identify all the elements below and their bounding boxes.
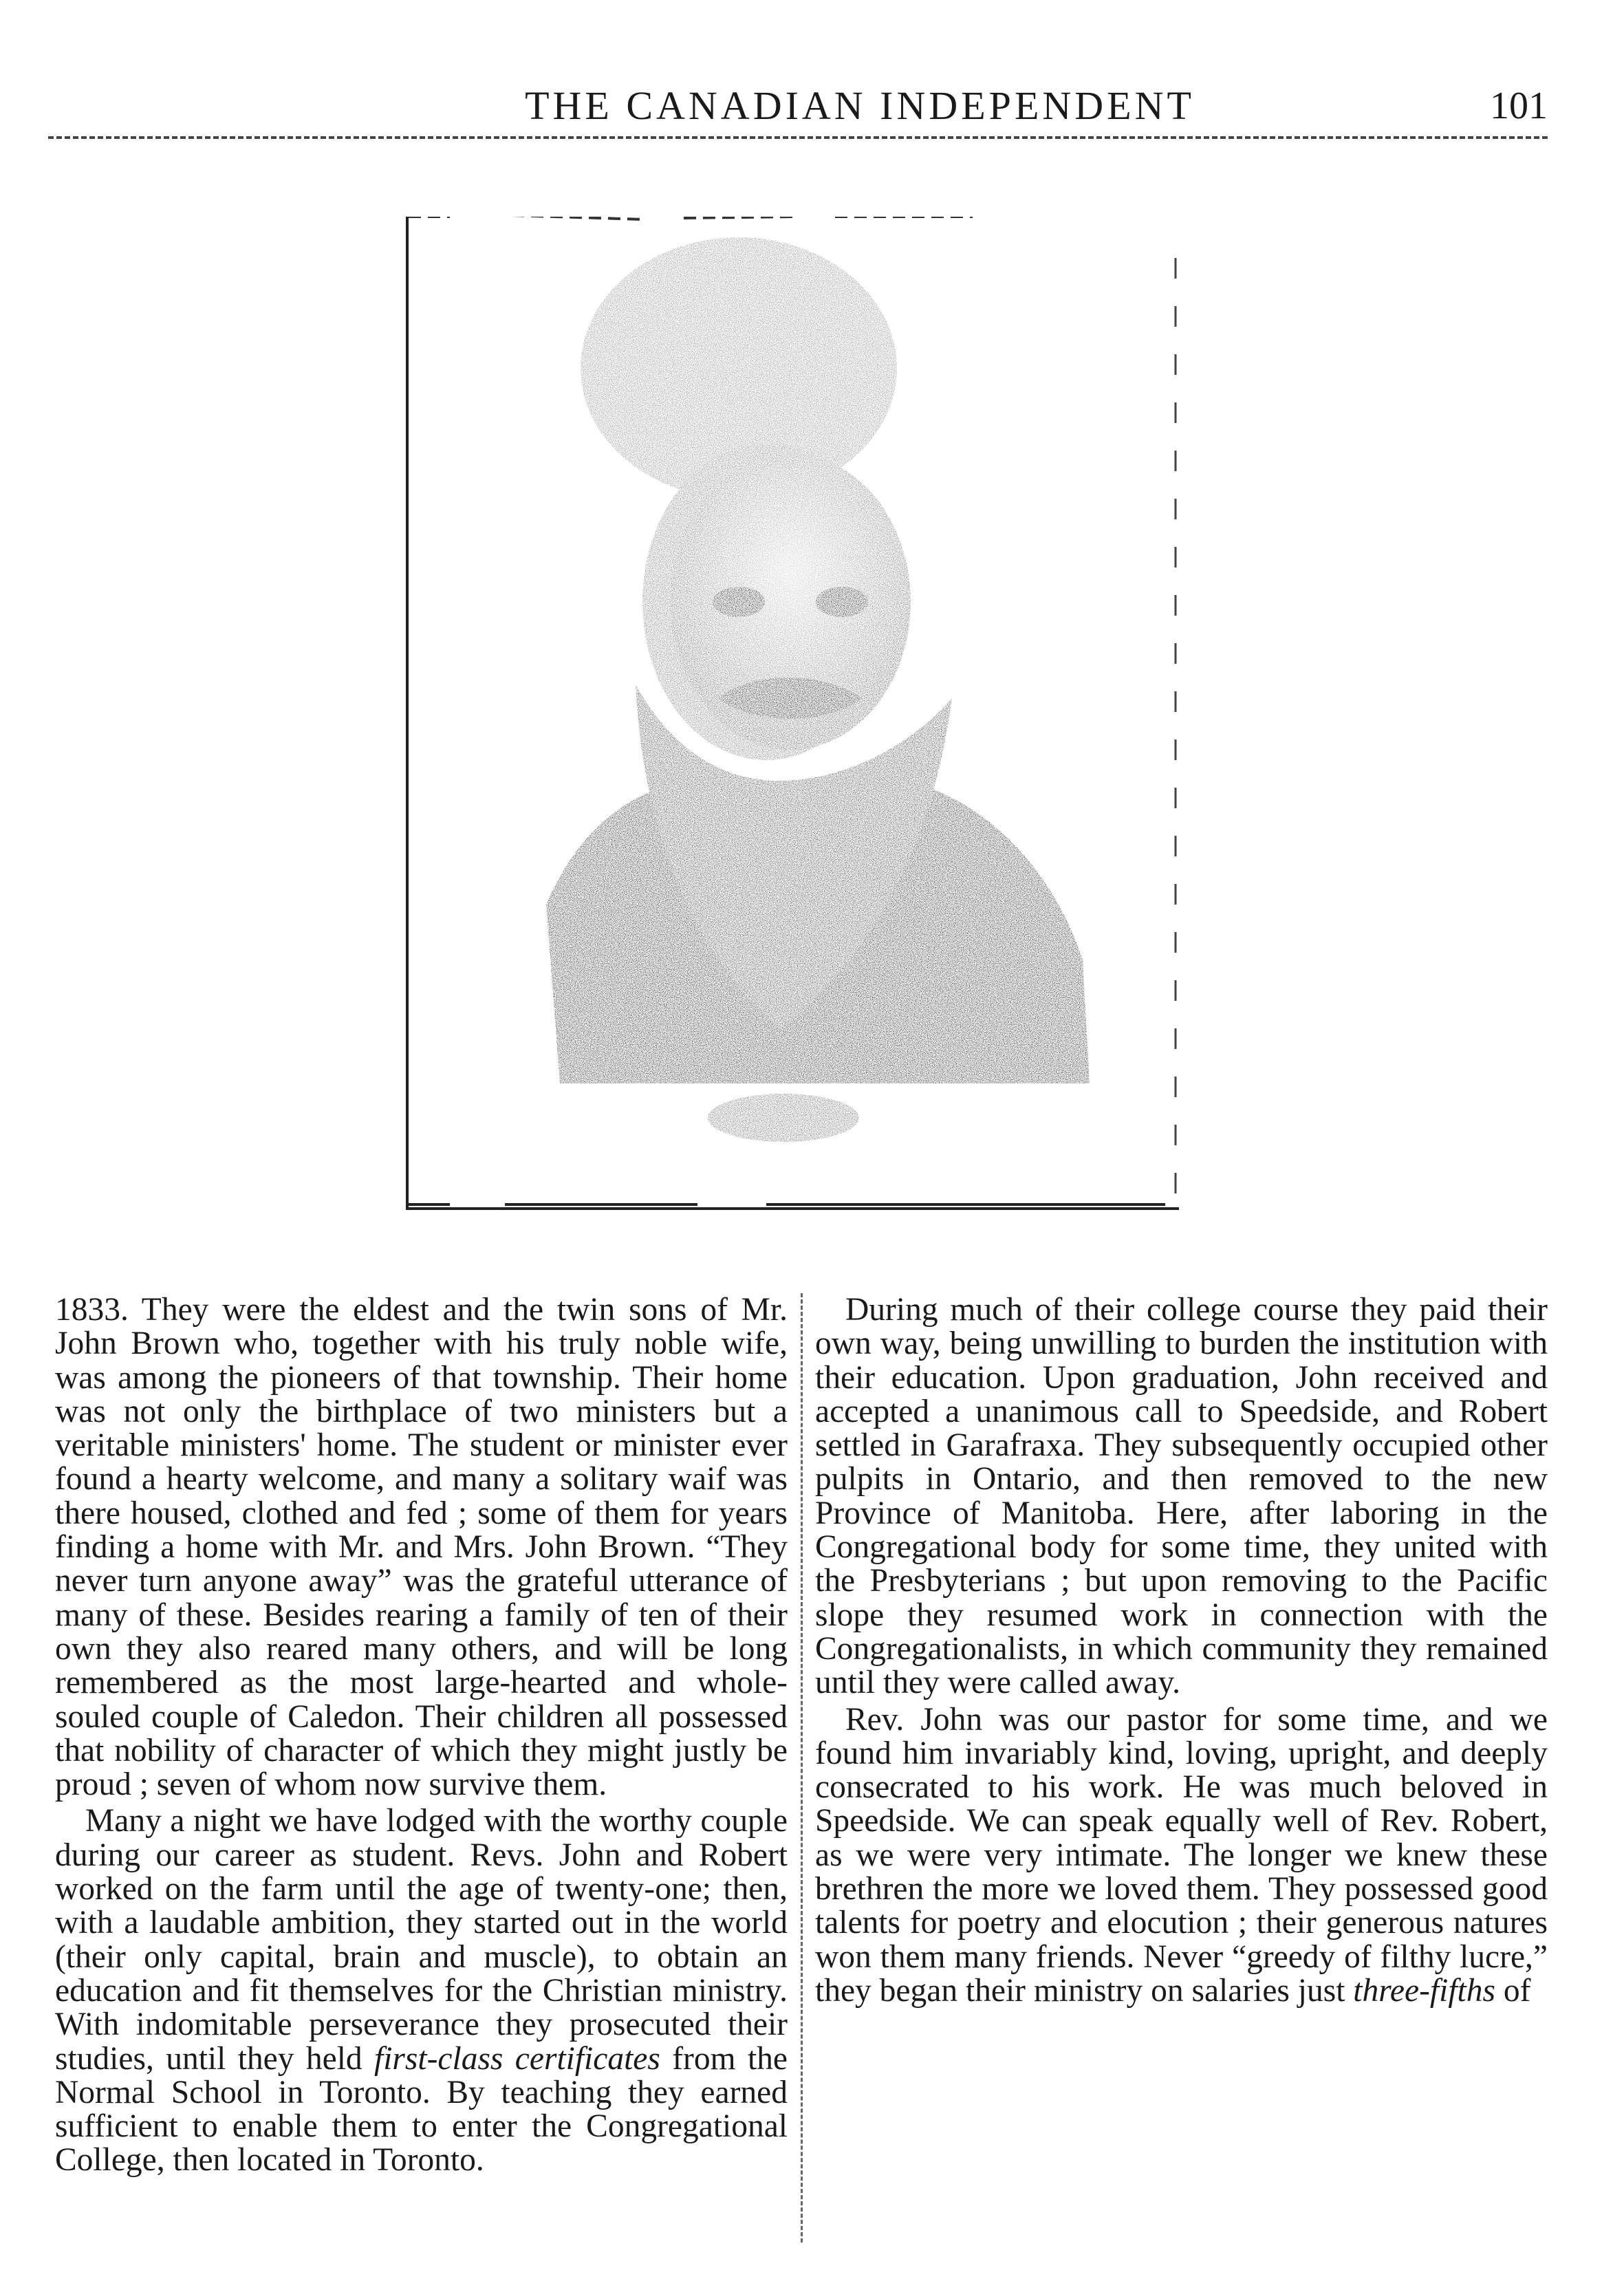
journal-title: THE CANADIAN INDEPENDENT: [525, 83, 1195, 128]
paragraph-text: Many a night we have lodged with the worthy couple during our career as student. Revs. John and Robert worked on the farm until the age of twenty-one; then, with a laudable ambition, they started out in the world (their only capital, brain and muscle), to obtain an education and fit themselves for the Christian ministry. With indomitable perseverance they prosecuted their studies, until they held: [55, 1803, 788, 2077]
page-number: 101: [1490, 85, 1548, 127]
running-header: [48, 76, 1548, 141]
emphasis-text: first-class certificates: [374, 2040, 660, 2077]
paragraph-text: During much of their college course they paid their own way, being unwilling to burden the institution with their education. Upon graduation, John received and accepted a unanimous call to Speedside, and Robert settled in Garafraxa. They subsequently occupied other pulpits in Ontario, and then removed to the new Province of Manitoba. Here, after laboring in the Congregational body for some time, they united with the Presbyterians ; but upon removing to the Pacific slope they resumed work in connection with the Congregationalists, in which community they remained until they were called away.: [815, 1292, 1548, 1701]
portrait-engraving: [406, 217, 1179, 1210]
paragraph-text: 1833. They were the eldest and the twin sons of Mr. John Brown who, together with his truly noble wife, was among the pioneers of that township. Their home was not only the birthplace of two ministers but a veritable ministers' home. The student or minister ever found a hearty welcome, and many a solitary waif was there housed, clothed and fed ; some of them for years finding a home with Mr. and Mrs. John Brown. “They never turn anyone away” was the grateful utterance of many of these. Besides rearing a family of ten of their own they also reared many others, and will be long remembered as the most large-hearted and whole-souled couple of Caledon. Their children all possessed that nobility of character of which they might justly be proud ; seven of whom now survive them.: [55, 1292, 788, 1803]
paragraph-text: from the Normal School in Toronto. By teaching they earned sufficient to enable them to enter the Congregational College, then located in Toronto.: [55, 2040, 788, 2179]
paragraph: [55, 1293, 788, 1802]
paragraph: [815, 1293, 1548, 1700]
paragraph-text: Rev. John was our pastor for some time, and we found him invariably kind, loving, upright, and deeply consecrated to his work. He was much beloved in Speedside. We can speak equally well of Rev. Robert, as we were very intimate. The longer we knew these brethren the more we loved them. They possessed good talents for poetry and elocution ; their generous natures won them many friends. Never “greedy of filthy lucre,” they began their ministry on salaries just: [815, 1701, 1548, 2009]
paragraph: [815, 1703, 1548, 2009]
article-body: [55, 1293, 1548, 2242]
portrait-illustration: [409, 217, 1179, 1207]
paragraph-text: of: [1503, 1972, 1531, 2009]
emphasis-text: three-fifths: [1353, 1972, 1495, 2009]
header-rule: [48, 136, 1548, 139]
paragraph: [55, 1804, 788, 2177]
